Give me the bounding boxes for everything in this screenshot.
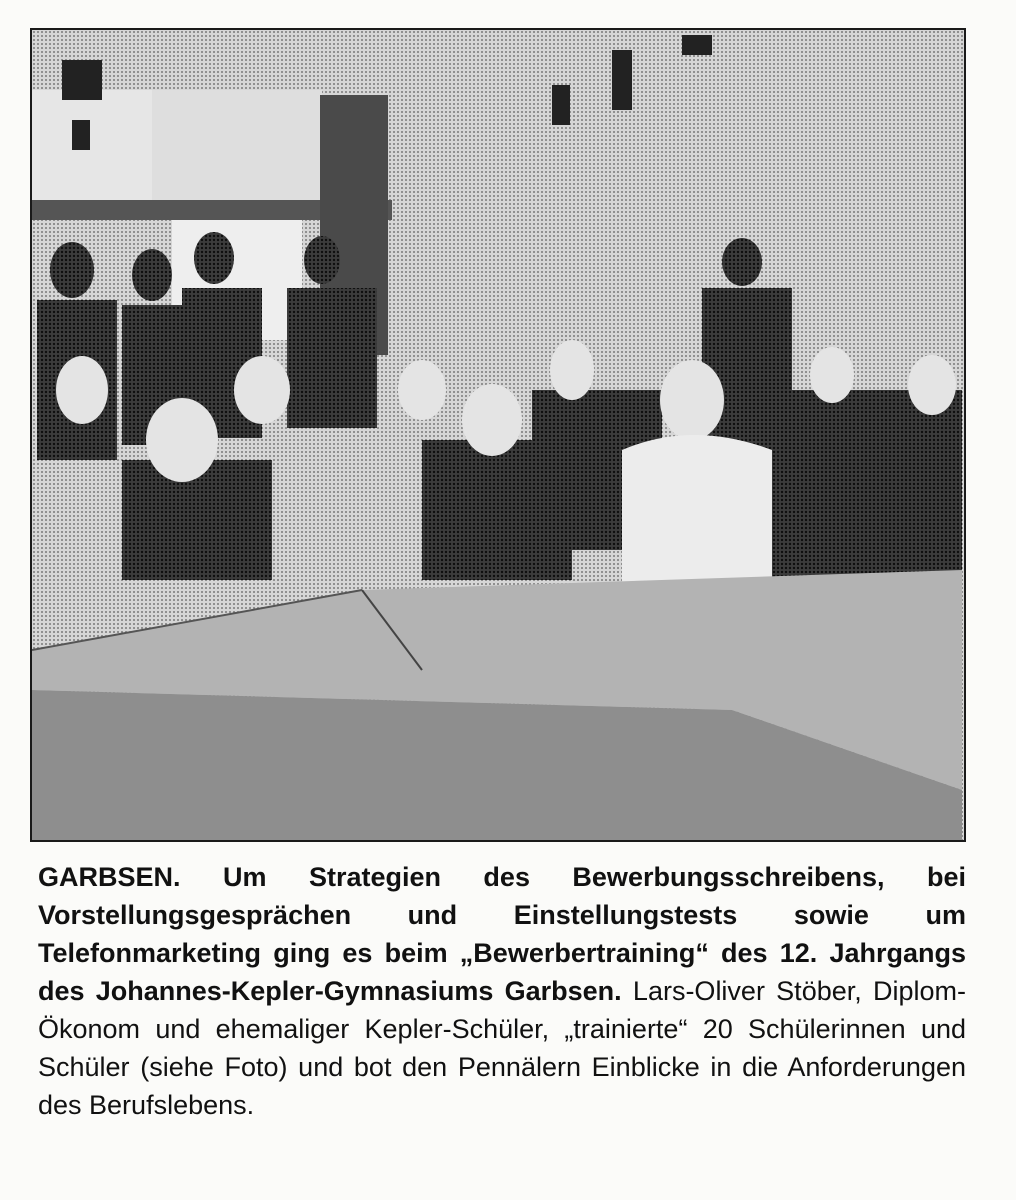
caption-body: Lars-Oliver Stöber, Diplom-Ökonom und ehemaliger Kepler-Schüler, „trainierte“ 20 Schülerinnen und Schüler (siehe Foto) und bot den Pennälern Einblicke in die Anforderungen des Berufslebens. — [38, 976, 966, 1120]
photo-caption — [38, 858, 966, 1124]
newspaper-photo — [30, 28, 966, 842]
caption-lead: GARBSEN. Um Strategien des Bewerbungsschreibens, bei Vorstellungsgesprächen und Einstellungstests sowie um Telefonmarketing ging es beim „Bewerbertraining“ des 12. Jahrgangs des Johannes-Kepler-Gymnasiums Garbsen. — [38, 862, 966, 1006]
